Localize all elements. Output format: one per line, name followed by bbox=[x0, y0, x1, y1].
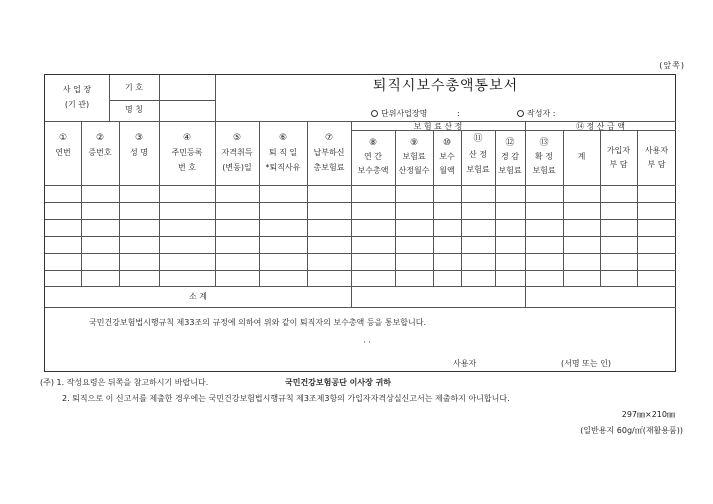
col9-label2: 산정월수 bbox=[398, 166, 430, 175]
employer-label: 사용자 bbox=[453, 359, 477, 368]
col6-number: ⑥ bbox=[278, 133, 288, 143]
col13-label1: 확 정 bbox=[535, 152, 553, 161]
col8-label2: 보수총액 bbox=[357, 166, 389, 175]
declaration-text: 국민건강보험법시행규칙 제33조의 규정에 의하여 위와 같이 퇴직자의 보수총액 등을 통보합니다. bbox=[89, 318, 426, 327]
col3-number: ③ bbox=[134, 133, 144, 143]
col10-label1: 보수 bbox=[439, 152, 455, 161]
form-title: 퇴직시보수총액통보서 bbox=[372, 78, 519, 94]
header-divider bbox=[109, 100, 215, 101]
col1-number: ① bbox=[58, 133, 68, 143]
code-label: 기 호 bbox=[125, 83, 143, 92]
col7-label1: 납부하신 bbox=[313, 148, 345, 157]
premium-group-header: 보 험 료 산 정 bbox=[413, 122, 463, 131]
row-line bbox=[45, 219, 676, 220]
row-line bbox=[45, 270, 676, 271]
col11-label1: 산 정 bbox=[469, 150, 487, 159]
col12-number: ⑫ bbox=[505, 138, 515, 148]
col5-label2: (변동)일 bbox=[222, 163, 252, 172]
col14-subscriber-label1: 가입자 bbox=[606, 146, 631, 155]
col6-label2: *퇴직사유 bbox=[265, 163, 301, 172]
paper-size: 297㎜×210㎜ bbox=[621, 410, 675, 419]
author-field[interactable]: 작성자 : bbox=[517, 108, 555, 119]
row-line bbox=[45, 253, 676, 254]
subtotal-top-line bbox=[45, 286, 676, 287]
header-vline bbox=[159, 75, 160, 121]
col4-label1: 주민등록 bbox=[171, 148, 203, 157]
page-side-label: (앞쪽) bbox=[659, 61, 685, 70]
office-label: 사 업 장 bbox=[62, 85, 92, 94]
col11-number: ⑪ bbox=[473, 134, 483, 144]
col9-label1: 보험료 bbox=[402, 152, 426, 161]
row-line bbox=[45, 236, 676, 237]
unit-workplace-field[interactable]: 단위사업장명 bbox=[371, 108, 427, 119]
col6-label1: 퇴 직 일 bbox=[268, 148, 298, 157]
subtotal-bottom-line bbox=[45, 307, 676, 308]
col1-label: 연번 bbox=[55, 148, 71, 157]
col5-number: ⑤ bbox=[232, 133, 242, 143]
header-bottom-left bbox=[45, 121, 215, 122]
col7-label2: 총보험료 bbox=[313, 163, 345, 172]
col-line bbox=[259, 121, 260, 286]
row-line bbox=[45, 202, 676, 203]
col4-number: ④ bbox=[182, 133, 192, 143]
col11-label2: 보험료 bbox=[466, 165, 490, 174]
col9-number: ⑨ bbox=[409, 138, 419, 148]
col-line bbox=[159, 121, 160, 286]
col7-number: ⑦ bbox=[324, 133, 334, 143]
col-line bbox=[119, 121, 120, 286]
note-line-1: (주) 1. 작성요령은 뒤쪽을 참고하시기 바랍니다. bbox=[40, 378, 209, 387]
col14-total-label: 계 bbox=[577, 152, 586, 161]
col10-label2: 월액 bbox=[439, 166, 455, 175]
col14-employer-label1: 사용자 bbox=[644, 146, 669, 155]
author-radio-icon bbox=[517, 110, 524, 117]
col-line bbox=[215, 121, 216, 286]
paper-spec: (일반용지 60g/㎡(재활용품)) bbox=[580, 426, 683, 435]
col13-number: ⑬ bbox=[539, 138, 549, 148]
col4-label2: 번 호 bbox=[178, 163, 196, 172]
col2-number: ② bbox=[95, 133, 105, 143]
name-label: 명 칭 bbox=[125, 105, 143, 114]
note-line-2: 2. 퇴직으로 이 신고서를 제출한 경우에는 국민건강보험법시행규칙 제3조제3항의 가입자자격상실신고서는 제출하지 아니합니다. bbox=[62, 394, 510, 403]
subtotal-label: 소 계 bbox=[189, 292, 207, 301]
date-field[interactable]: · · bbox=[363, 338, 371, 347]
col10-number: ⑩ bbox=[442, 138, 452, 148]
table-header-bottom bbox=[45, 185, 676, 186]
col5-label1: 자격취득 bbox=[221, 148, 253, 157]
col12-label1: 경 감 bbox=[501, 152, 519, 161]
signature-field[interactable]: (서명 또는 인) bbox=[561, 359, 611, 368]
office-sub-label: (기 관) bbox=[64, 100, 90, 109]
col12-label2: 보험료 bbox=[498, 166, 522, 175]
col2-label: 증번호 bbox=[88, 148, 112, 157]
settlement-group-header: ⑭ 정 산 금 액 bbox=[575, 122, 626, 131]
unit-colon: : bbox=[457, 109, 460, 118]
unit-radio-icon bbox=[371, 110, 378, 117]
col-line bbox=[307, 121, 308, 286]
col8-label1: 연 간 bbox=[364, 152, 382, 161]
col14-subscriber-label2: 부 담 bbox=[609, 160, 628, 169]
col8-number: ⑧ bbox=[368, 138, 378, 148]
col3-label: 성 명 bbox=[130, 148, 148, 157]
col-line bbox=[81, 121, 82, 286]
col13-label2: 보험료 bbox=[532, 166, 556, 175]
col14-employer-label2: 부 담 bbox=[647, 160, 666, 169]
recipient-line: 국민건강보험공단 이사장 귀하 bbox=[285, 378, 392, 387]
